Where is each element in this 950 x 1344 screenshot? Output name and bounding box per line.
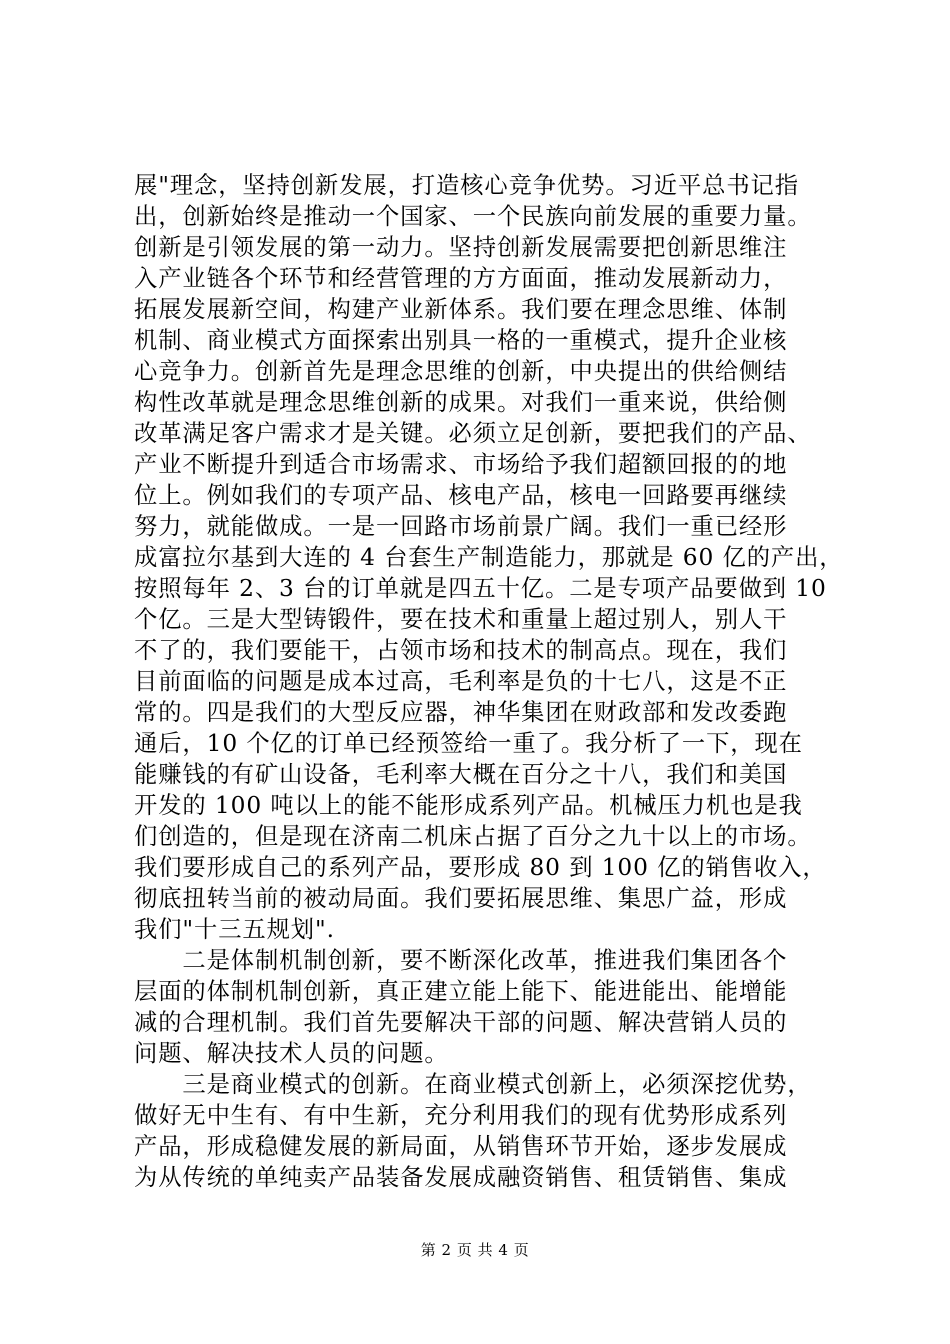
text-line: 开发的 100 吨以上的能不能形成系列产品。机械压力机也是我 (134, 792, 803, 819)
paragraph-2 (134, 945, 834, 1069)
text-line: 产品，形成稳健发展的新局面，从销售环节开始，逐步发展成 (134, 1133, 788, 1160)
text-line: 减的合理机制。我们首先要解决干部的问题、解决营销人员的 (134, 1009, 788, 1036)
text-line: 三是商业模式的创新。在商业模式创新上，必须深挖优势， (134, 1071, 812, 1098)
page-footer (0, 1240, 950, 1260)
text-line: 问题、解决技术人员的问题。 (134, 1040, 449, 1067)
text-line: 机制、商业模式方面探索出别具一格的一重模式，提升企业核 (134, 327, 788, 354)
text-line: 为从传统的单纯卖产品装备发展成融资销售、租赁销售、集成 (134, 1164, 788, 1191)
text-line: 彻底扭转当前的被动局面。我们要拓展思维、集思广益，形成 (134, 885, 788, 912)
text-line: 改革满足客户需求才是关键。必须立足创新，要把我们的产品、 (134, 420, 812, 447)
text-line: 目前面临的问题是成本过高，毛利率是负的十七八，这是不正 (134, 668, 788, 695)
text-line: 按照每年 2、3 台的订单就是四五十亿。二是专项产品要做到 10 (134, 575, 827, 602)
body-text (134, 170, 844, 1193)
text-line: 展"理念，坚持创新发展，打造核心竞争优势。习近平总书记指 (134, 172, 799, 199)
text-line: 产业不断提升到适合市场需求、市场给予我们超额回报的的地 (134, 451, 788, 478)
paragraph-1 (134, 170, 844, 945)
text-line: 二是体制机制创新，要不断深化改革，推进我们集团各个 (134, 947, 788, 974)
text-line: 层面的体制机制创新，真正建立能上能下、能进能出、能增能 (134, 978, 788, 1005)
text-line: 我们要形成自己的系列产品，要形成 80 到 100 亿的销售收入， (134, 854, 827, 881)
text-line: 努力，就能做成。一是一回路市场前景广阔。我们一重已经形 (134, 513, 788, 540)
text-line: 拓展发展新空间，构建产业新体系。我们要在理念思维、体制 (134, 296, 788, 323)
text-line: 通后，10 个亿的订单已经预签给一重了。我分析了一下，现在 (134, 730, 803, 757)
text-line: 常的。四是我们的大型反应器，神华集团在财政部和发改委跑 (134, 699, 788, 726)
text-line: 成富拉尔基到大连的 4 台套生产制造能力，那就是 60 亿的产出， (134, 544, 844, 571)
text-line: 不了的，我们要能干，占领市场和技术的制高点。现在，我们 (134, 637, 788, 664)
text-line: 创新是引领发展的第一动力。坚持创新发展需要把创新思维注 (134, 234, 788, 261)
text-line: 做好无中生有、有中生新，充分利用我们的现有优势形成系列 (134, 1102, 788, 1129)
text-line: 个亿。三是大型铸锻件，要在技术和重量上超过别人，别人干 (134, 606, 788, 633)
text-line: 能赚钱的有矿山设备，毛利率大概在百分之十八，我们和美国 (134, 761, 788, 788)
page-number: 第 2 页 共 4 页 (420, 1241, 530, 1259)
text-line: 入产业链各个环节和经营管理的方方面面，推动发展新动力， (134, 265, 788, 292)
text-line: 出，创新始终是推动一个国家、一个民族向前发展的重要力量。 (134, 203, 812, 230)
text-line: 构性改革就是理念思维创新的成果。对我们一重来说，供给侧 (134, 389, 788, 416)
text-line: 位上。例如我们的专项产品、核电产品，核电一回路要再继续 (134, 482, 788, 509)
paragraph-3 (134, 1069, 834, 1193)
text-line: 们创造的，但是现在济南二机床占据了百分之九十以上的市场。 (134, 823, 812, 850)
text-line: 心竞争力。创新首先是理念思维的创新，中央提出的供给侧结 (134, 358, 788, 385)
text-line: 我们"十三五规划". (134, 916, 335, 943)
